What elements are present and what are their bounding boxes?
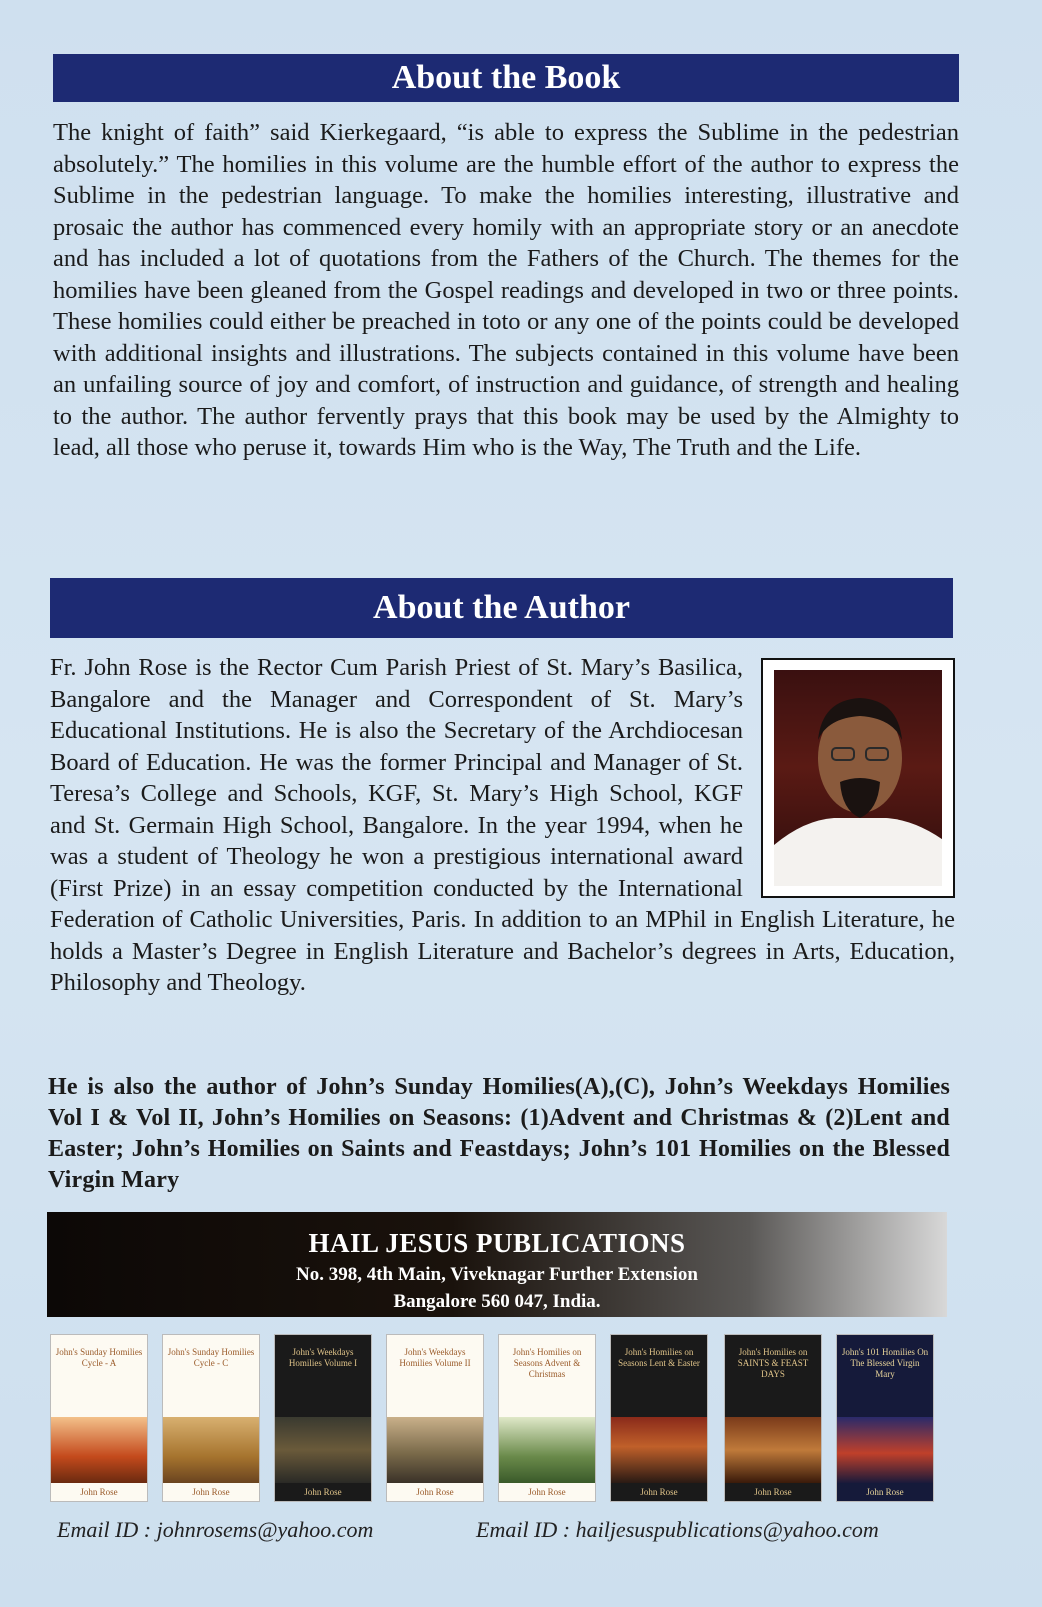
about-author-section xyxy=(50,652,955,999)
about-book-text: The knight of faith” said Kierkegaard, “is able to express the Sublime in the pedestrian absolutely.” The homilies in this volume are the humble effort of the author to express the Sublime in the pedestrian language. To make the homilies interesting, illustrative and prosaic the author has commenced every homily with an appropriate story or an anecdote and has included a lot of quotations from the Fathers of the Church. The themes for the homilies have been gleaned from the Gospel readings and developed in two or three points. These homilies could either be preached in toto or any one of the points could be developed with additional insights and illustrations. The subjects contained in this volume have been an unfailing source of joy and comfort, of instruction and guidance, of strength and healing to the author. The author fervently prays that this book may be used by the Almighty to lead, all those who peruse it, towards Him who is the Way, The Truth and the Life. xyxy=(53,119,959,461)
book-cover-title: John's Homilies on SAINTS & FEAST DAYS xyxy=(737,1347,809,1379)
book-cover-title: John's Homilies on Seasons Lent & Easter xyxy=(618,1347,700,1368)
book-cover-art xyxy=(725,1417,821,1483)
about-author-text: Fr. John Rose is the Rector Cum Parish Priest of St. Mary’s Basilica, Bangalore and the Manager and Correspondent of St. Mary’s Educational Institutions. He is also the Secretary of the Archdiocesan Board of Education. He was the former Principal and Manager of St. Teresa’s College and Schools, KGF, St. Mary’s High School, KGF and St. Germain High School, Bangalore. In the year 1994, when he was a student of Theology he won a prestigious international award (First Prize) in an essay competition conducted by the International Federation of Catholic Universities, Paris. In addition to an MPhil in English Literature, he holds a Master’s Degree in English Literature and Bachelor’s degrees in Arts, Education, Philosophy and Theology. xyxy=(50,654,955,996)
other-works-text: He is also the author of John’s Sunday Homilies(A),(C), John’s Weekdays Homilies Vol I & Vol II, John’s Homilies on Seasons: (1)Advent and Christmas & (2)Lent and Easter; John’s Homilies on Saints and Feastdays; John’s 101 Homilies on the Blessed Virgin Mary xyxy=(48,1074,950,1193)
book-cover-author: John Rose xyxy=(80,1487,118,1497)
book-cover-author: John Rose xyxy=(304,1487,342,1497)
book-cover-author: John Rose xyxy=(528,1487,566,1497)
book-cover xyxy=(274,1334,372,1502)
book-cover xyxy=(724,1334,822,1502)
book-cover-art xyxy=(837,1417,933,1483)
publisher-banner xyxy=(47,1212,947,1317)
book-cover-author: John Rose xyxy=(416,1487,454,1497)
author-portrait-image xyxy=(774,670,942,886)
author-photo-frame xyxy=(761,658,955,898)
book-cover xyxy=(610,1334,708,1502)
book-cover-title: John's Weekdays Homilies Volume II xyxy=(399,1347,471,1368)
book-cover-art xyxy=(387,1417,483,1483)
author-email[interactable]: Email ID : johnrosems@yahoo.com xyxy=(57,1517,374,1542)
book-cover xyxy=(386,1334,484,1502)
book-cover-art xyxy=(499,1417,595,1483)
book-cover-art xyxy=(275,1417,371,1483)
book-cover-art xyxy=(163,1417,259,1483)
book-cover xyxy=(498,1334,596,1502)
author-photo xyxy=(774,670,942,886)
about-book-heading: About the Book xyxy=(53,54,959,102)
book-cover-author: John Rose xyxy=(754,1487,792,1497)
publisher-email[interactable]: Email ID : hailjesuspublications@yahoo.com xyxy=(476,1517,879,1542)
book-cover-author: John Rose xyxy=(640,1487,678,1497)
publisher-address-line1: No. 398, 4th Main, Viveknagar Further Extension xyxy=(295,1264,698,1285)
book-cover xyxy=(836,1334,934,1502)
publisher-address-line2: Bangalore 560 047, India. xyxy=(393,1291,601,1312)
book-cover-art xyxy=(51,1417,147,1483)
book-cover-title: John's Sunday Homilies Cycle - A xyxy=(55,1347,143,1368)
book-cover-title: John's Weekdays Homilies Volume I xyxy=(288,1347,358,1368)
book-cover xyxy=(162,1334,260,1502)
book-cover xyxy=(50,1334,148,1502)
book-cover-title: John's 101 Homilies On The Blessed Virgin Mary xyxy=(841,1347,929,1379)
book-cover-title: John's Sunday Homilies Cycle - C xyxy=(167,1347,255,1368)
book-cover-title: John's Homilies on Seasons Advent & Christmas xyxy=(512,1347,582,1379)
book-cover-author: John Rose xyxy=(866,1487,904,1497)
publisher-name: HAIL JESUS PUBLICATIONS xyxy=(308,1228,686,1258)
book-cover-art xyxy=(611,1417,707,1483)
about-author-heading: About the Author xyxy=(50,578,953,638)
book-cover-author: John Rose xyxy=(192,1487,230,1497)
